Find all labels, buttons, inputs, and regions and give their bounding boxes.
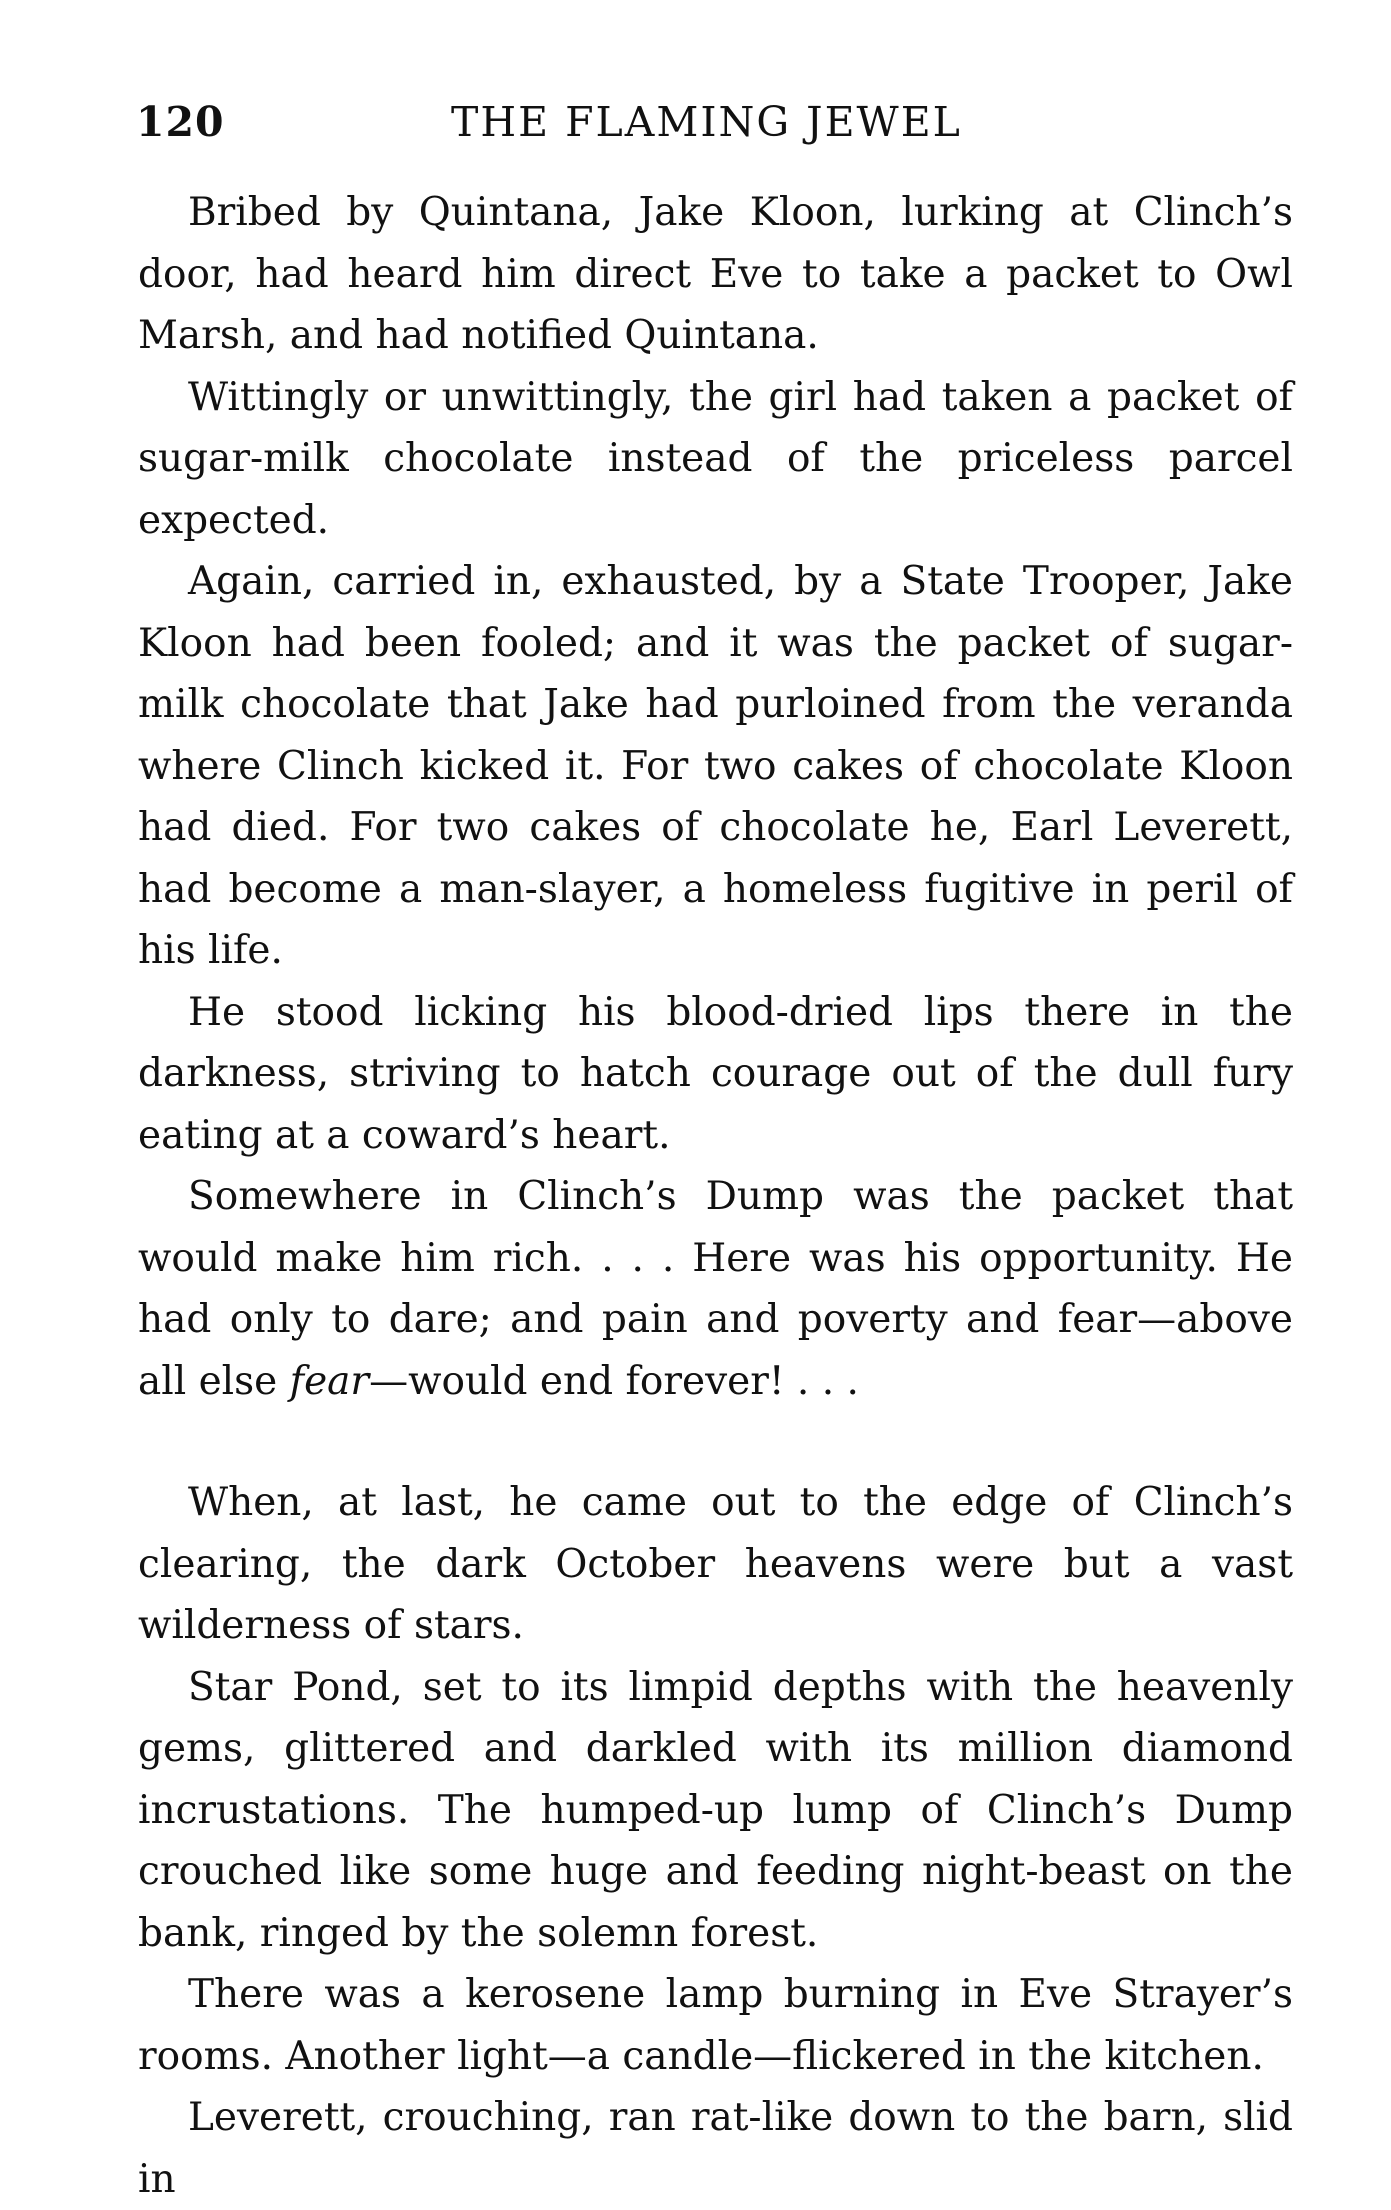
paragraph: Again, carried in, exhausted, by a State Trooper, Jake Kloon had been fooled; and it was the packet of sugar-milk chocolate that Jake had purloined from the veranda where Clinch kicked it. For two cakes of chocolate Kloon had died. For two cakes of chocolate he, Earl Leverett, had become a man-slayer, a homeless fugitive in peril of his life. <box>138 559 1293 973</box>
paragraph: Bribed by Quintana, Jake Kloon, lurking at Clinch’s door, had heard him direct Eve to take a packet to Owl Marsh, and had notified Quintana. <box>138 190 1293 358</box>
section-break <box>138 1412 1293 1472</box>
paragraph: There was a kerosene lamp burning in Eve Strayer’s rooms. Another light—a candle—flickered in the kitchen. <box>138 1972 1293 2079</box>
paragraph: Star Pond, set to its limpid depths with the heavenly gems, glittered and darkled with its million diamond incrustations. The humped-up lump of Clinch’s Dump crouched like some huge and feeding night-beast on the bank, ringed by the solemn forest. <box>138 1664 1293 1956</box>
page-number: 120 <box>136 98 225 146</box>
paragraph: Wittingly or unwittingly, the girl had taken a packet of sugar-milk chocolate instead of the priceless parcel expected. <box>138 374 1293 543</box>
emphasized-word: fear <box>289 1358 370 1404</box>
paragraph-text: —would end forever! . . . <box>369 1358 859 1404</box>
paragraph-text: Somewhere in Clinch’s Dump was the packet that would make him rich. . . . Here was his opportunity. He had only to dare; and pain and poverty and fear—above all else <box>138 1174 1293 1404</box>
paragraph: Leverett, crouching, ran rat-like down to the barn, slid in <box>138 2095 1293 2202</box>
paragraph: When, at last, he came out to the edge of Clinch’s clearing, the dark October heavens were but a vast wilderness of stars. <box>138 1480 1293 1648</box>
page-header <box>136 98 1296 158</box>
paragraph <box>138 1166 1293 1412</box>
page-body <box>138 182 1293 2210</box>
paragraph: He stood licking his blood-dried lips there in the darkness, striving to hatch courage out of the dull fury eating at a coward’s heart. <box>138 989 1293 1158</box>
running-title: THE FLAMING JEWEL <box>451 98 962 146</box>
